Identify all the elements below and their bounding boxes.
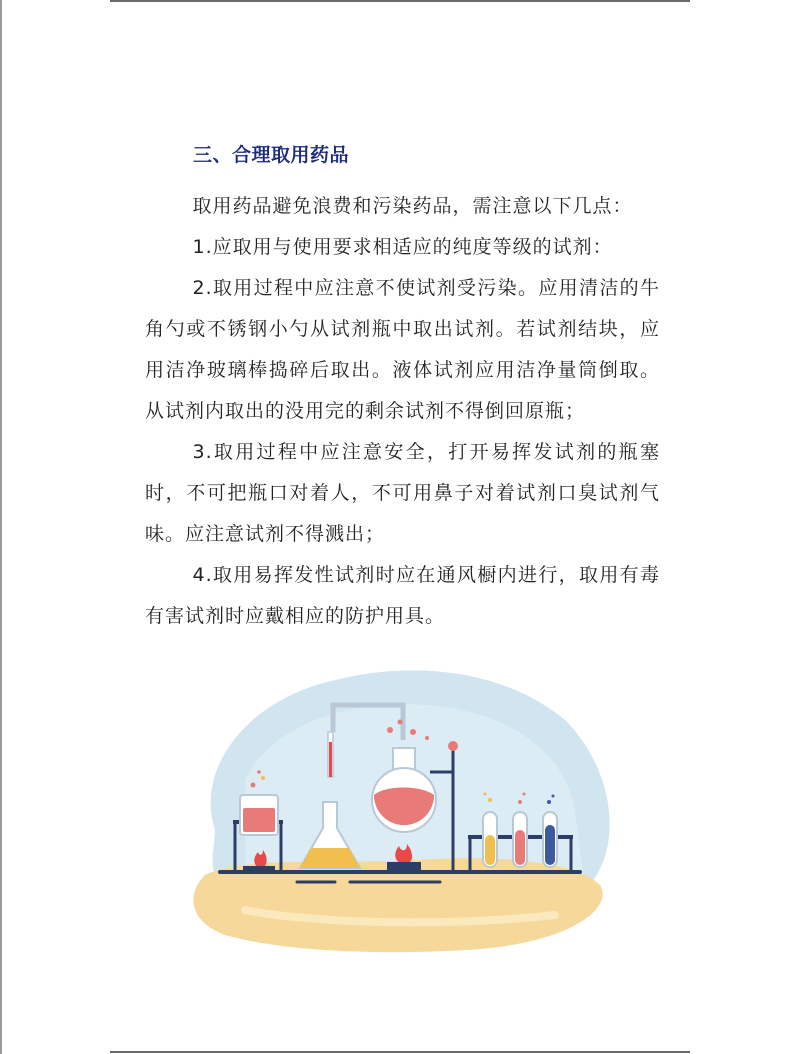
top-rule <box>110 0 690 2</box>
chemistry-lab-apparatus-icon <box>185 660 615 960</box>
section-heading: 三、合理取用药品 <box>193 144 350 166</box>
paragraph-item-1: 1.应取用与使用要求相适应的纯度等级的试剂： <box>192 236 613 258</box>
paragraph-item-4: 4.取用易挥发性试剂时应在通风橱内进行，取用有毒有害试剂时应戴相应的防护用具。 <box>145 564 660 627</box>
paragraph-item-2: 2.取用过程中应注意不使试剂受污染。应用清洁的牛角勺或不锈钢小勺从试剂瓶中取出试剂。若试剂结块，应用洁净玻璃棒捣碎后取出。液体试剂应用洁净量筒倒取。从试剂内取出的没用完的剩余试剂不得倒回原瓶； <box>145 277 660 422</box>
page-left-edge <box>0 0 2 1054</box>
paragraph-item-3: 3.取用过程中应注意安全，打开易挥发试剂的瓶塞时，不可把瓶口对着人，不可用鼻子对着试剂口臭试剂气味。应注意试剂不得溅出； <box>145 441 660 545</box>
paragraph-intro: 取用药品避免浪费和污染药品，需注意以下几点： <box>192 195 633 217</box>
bottom-rule <box>110 1051 690 1053</box>
document-body <box>145 138 660 637</box>
